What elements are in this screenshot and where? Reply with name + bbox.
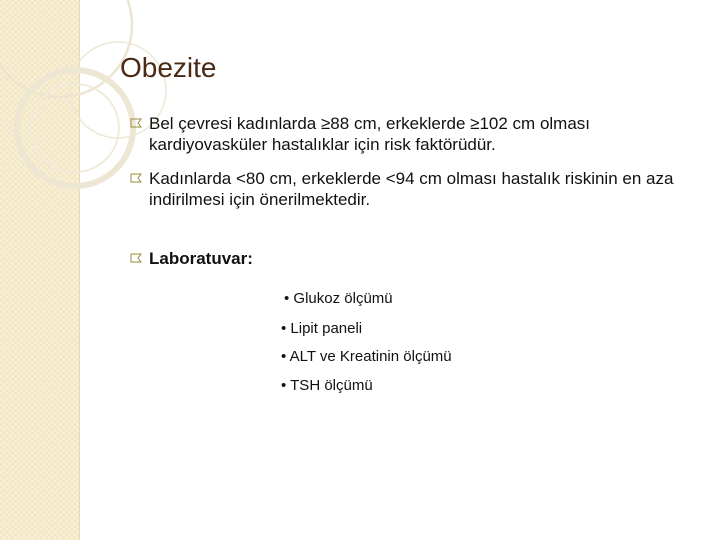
lab-item: • Glukoz ölçümü bbox=[284, 290, 393, 307]
lab-item: • Lipit paneli bbox=[281, 320, 363, 337]
decorative-side-band bbox=[0, 0, 80, 540]
bullet-item bbox=[130, 248, 690, 269]
bullet-list bbox=[130, 113, 690, 269]
lab-item: • TSH ölçümü bbox=[281, 377, 373, 394]
ribbon-bullet-icon bbox=[130, 118, 142, 128]
bullet-item bbox=[130, 113, 690, 155]
bullet-item bbox=[130, 168, 690, 210]
ribbon-bullet-icon bbox=[130, 253, 142, 263]
lab-item: • ALT ve Kreatinin ölçümü bbox=[281, 348, 452, 365]
bullet-text: Kadınlarda <80 cm, erkeklerde <94 cm olması hastalık riskinin en aza indirilmesi için önerilmektedir. bbox=[149, 169, 674, 209]
slide-title: Obezite bbox=[120, 52, 217, 83]
bullet-text: Laboratuvar: bbox=[149, 249, 253, 268]
ribbon-bullet-icon bbox=[130, 173, 142, 183]
bullet-text: Bel çevresi kadınlarda ≥88 cm, erkeklerde ≥102 cm olması kardiyovasküler hastalıklar için risk faktörüdür. bbox=[149, 114, 591, 154]
